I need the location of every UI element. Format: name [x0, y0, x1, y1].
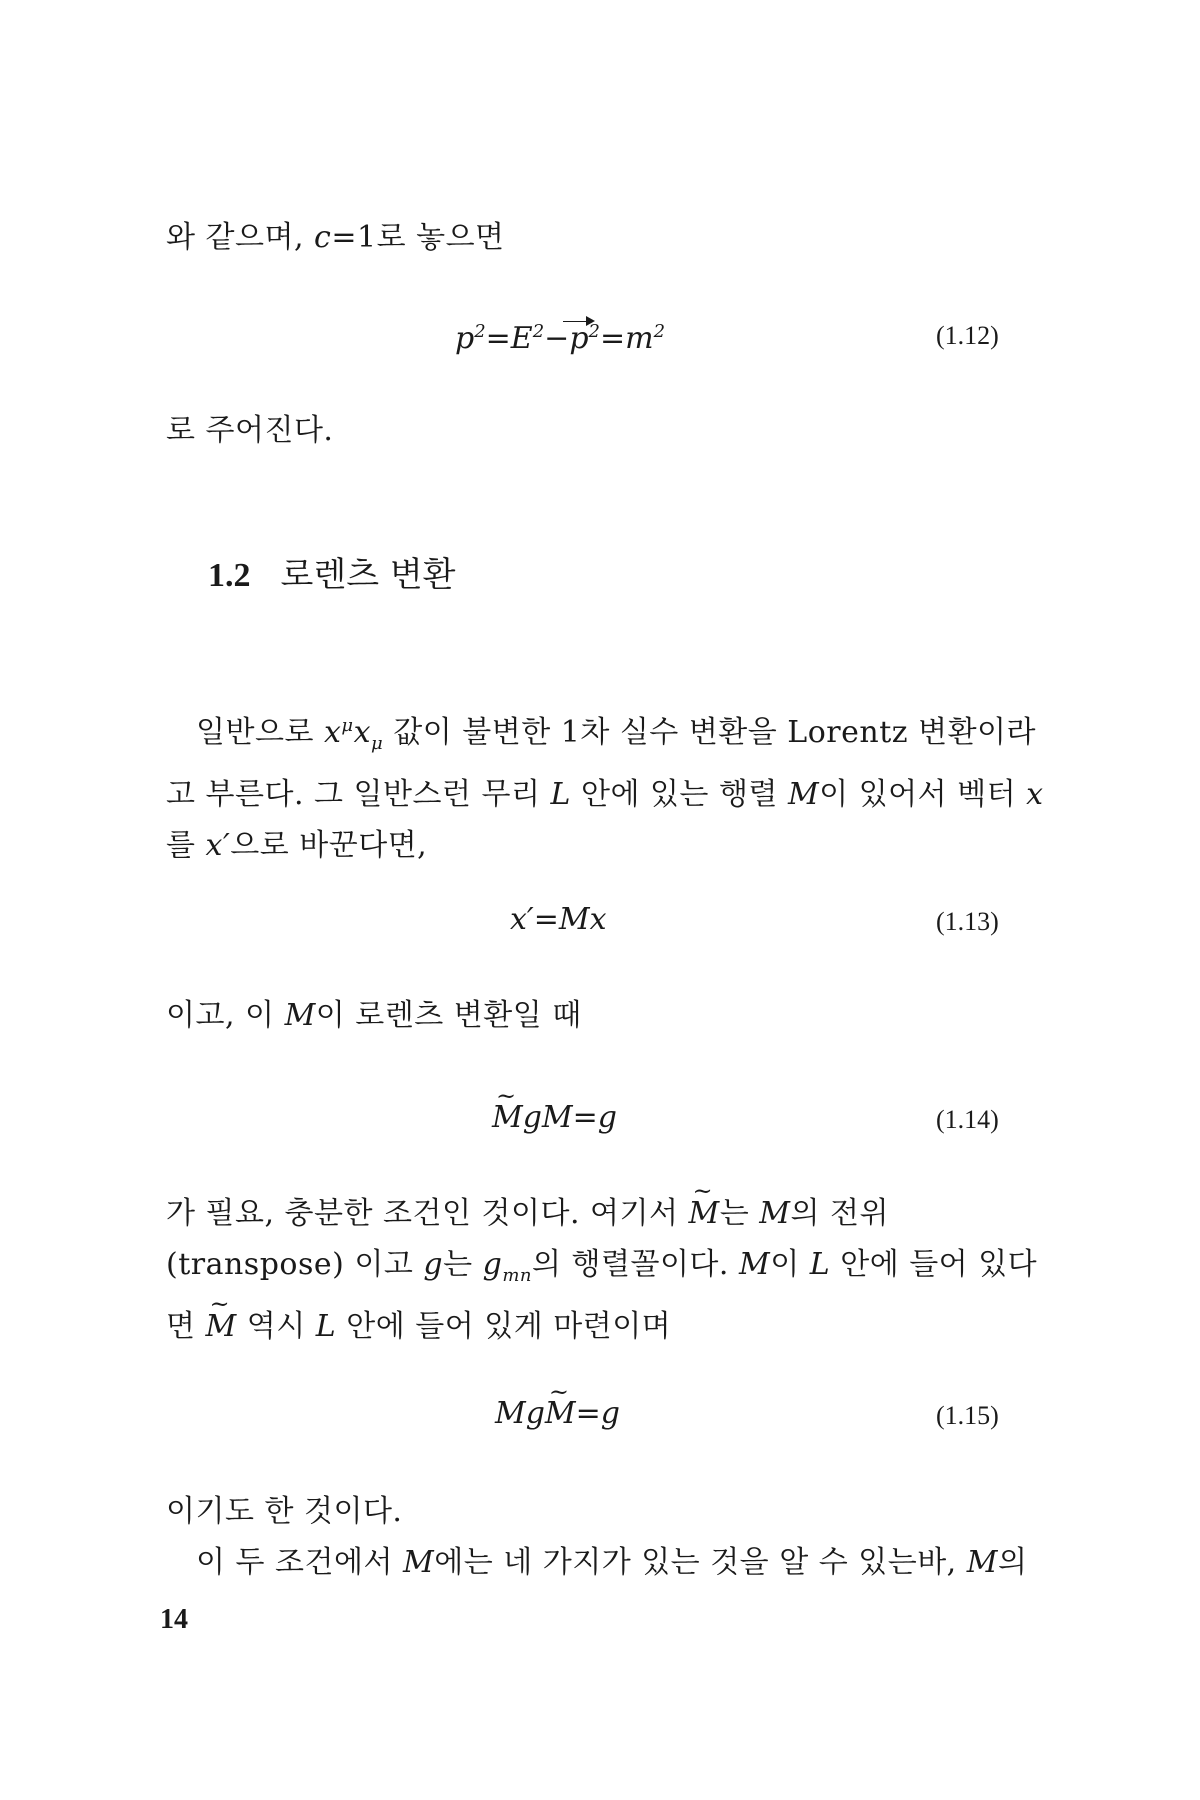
paragraph-6: 이기도 한 것이다.: [166, 1494, 403, 1529]
math: p: [455, 321, 475, 356]
math-c: c: [314, 220, 332, 255]
section-title: 로렌츠 변환: [280, 555, 456, 595]
m-tilde: ~ M: [545, 1394, 576, 1434]
equation-1-13: x′=Mx: [510, 902, 607, 937]
paragraph-1: [166, 212, 1046, 263]
equation-number: (1.14): [936, 1105, 999, 1134]
section-heading: [208, 550, 456, 601]
equation-number: (1.15): [936, 1401, 999, 1430]
paragraph-7: 이 두 조건에서 M에는 네 가지가 있는 것을 알 수 있는바, M의: [196, 1545, 1028, 1580]
paragraph-5: 가 필요, 충분한 조건인 것이다. 여기서 ~ M는 M의 전위(transpose) 이고 g는 $g_{mn}$의 행렬꼴이다. M이 L 안에 들어 있다면 ~ M 역시 L 안에 들어 있게 마련이며: [166, 1188, 1046, 1352]
page-number: 14: [160, 1604, 188, 1635]
paragraph-2: 로 주어진다.: [166, 413, 334, 448]
paragraph-4: 이고, 이 M이 로렌츠 변환일 때: [166, 998, 582, 1033]
m-tilde: ~ M: [206, 1301, 237, 1352]
equation-1-15: Mg~ M=g: [495, 1394, 620, 1434]
math: =E: [485, 321, 533, 356]
vector-p: p: [569, 319, 588, 359]
m-tilde: ~ M: [492, 1098, 523, 1138]
text: 와 같으며,: [166, 220, 304, 255]
math: =m: [599, 321, 654, 356]
m-tilde: ~ M: [689, 1188, 720, 1239]
paragraph-3: 일반으로 $x^\mu x_\mu$ 값이 불변한 1차 실수 변환을 Lorentz 변환이라고 부른다. 그 일반스런 무리 L 안에 있는 행렬 M이 있어서 벡터 x를 x′으로 바꾼다면,: [166, 715, 1044, 863]
equation-number: (1.13): [936, 907, 999, 936]
section-number: 1.2: [208, 557, 251, 594]
equation-1-12: $p^2=E^2-p^2=m^2$: [455, 312, 665, 359]
text: =1로 놓으면: [331, 220, 505, 255]
math: −: [544, 321, 570, 356]
equation-1-14: ~ MgM=g: [492, 1098, 617, 1138]
equation-number: (1.12): [936, 321, 999, 350]
